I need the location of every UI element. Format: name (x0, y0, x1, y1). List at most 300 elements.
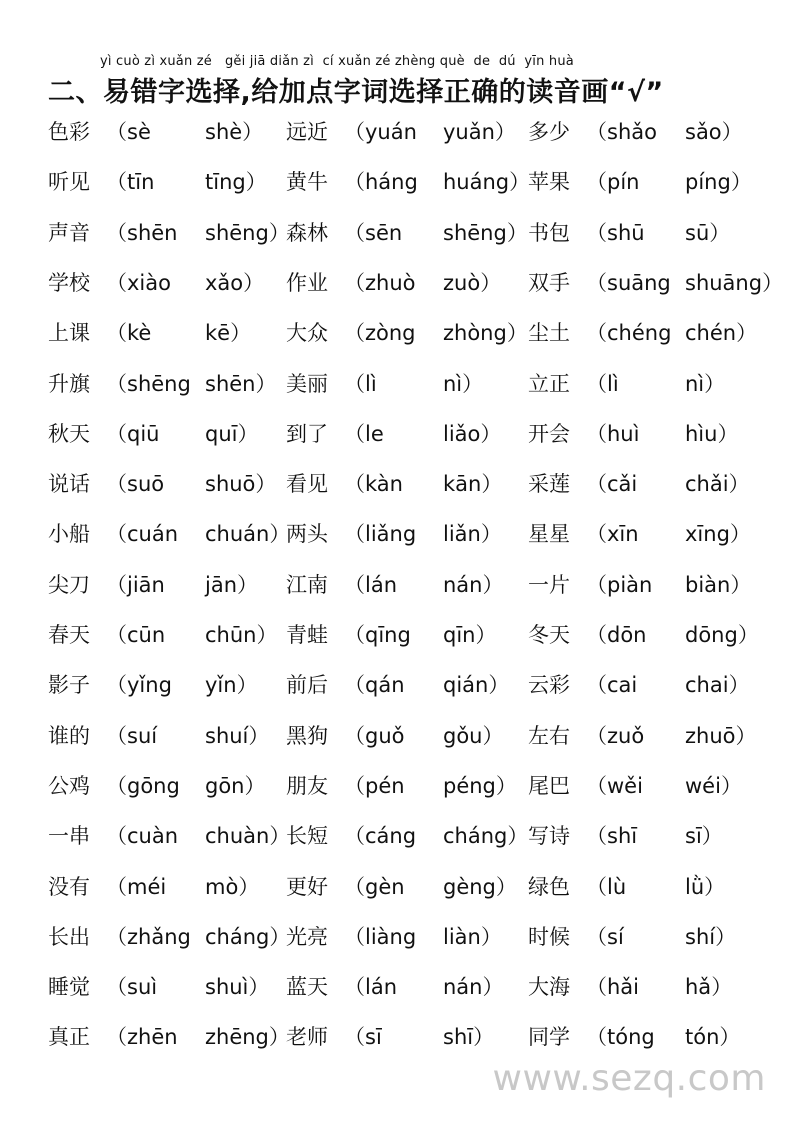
open-paren: （ (344, 975, 365, 1000)
chinese-word: 听见 (48, 170, 90, 195)
pinyin-option-b: gèng (443, 874, 496, 899)
exercise-row (48, 869, 768, 905)
exercise-item (48, 366, 276, 402)
close-paren: ） (268, 220, 290, 245)
pinyin-option-a: gèn (365, 874, 405, 899)
close-paren: ） (269, 522, 291, 547)
open-paren: （ (344, 723, 365, 748)
open-paren: （ (586, 723, 607, 748)
pinyin-option-b: mò (205, 874, 239, 899)
open-paren: （ (586, 220, 607, 245)
pinyin-option-a: guǒ (365, 723, 405, 748)
close-paren: ） (480, 270, 502, 295)
close-paren: ） (704, 371, 726, 396)
close-paren: ） (509, 170, 531, 195)
chinese-word: 多少 (528, 120, 570, 144)
pinyin-option-a: pén (365, 773, 405, 798)
pinyin-option-a: sí (607, 924, 624, 949)
open-paren: （ (106, 120, 127, 144)
chinese-word: 云彩 (528, 673, 570, 698)
open-paren: （ (344, 572, 365, 597)
open-paren: （ (586, 120, 607, 144)
pinyin-option-b: liǎo (443, 421, 481, 446)
pinyin-option-b: shēng (443, 220, 507, 245)
close-paren: ） (248, 975, 270, 1000)
pinyin-option-b: chuàn (205, 824, 270, 849)
open-paren: （ (344, 120, 365, 144)
pinyin-option-a: qiū (127, 421, 160, 446)
chinese-word: 尾巴 (528, 773, 570, 798)
open-paren: （ (586, 522, 607, 547)
exercise-item (48, 567, 258, 603)
exercise-item (528, 768, 742, 804)
exercise-item (528, 667, 750, 703)
pinyin-option-b: kān (443, 472, 482, 497)
exercise-row (48, 818, 768, 854)
pinyin-option-a: pín (607, 170, 640, 195)
chinese-word: 真正 (48, 1025, 90, 1050)
chinese-word: 前后 (286, 673, 328, 698)
open-paren: （ (586, 270, 607, 295)
pinyin-option-b: qián (443, 673, 489, 698)
open-paren: （ (106, 824, 127, 849)
open-paren: （ (586, 421, 607, 446)
chinese-word: 声音 (48, 220, 90, 245)
close-paren: ） (730, 572, 752, 597)
pinyin-option-b: kē (205, 321, 231, 346)
exercise-item (48, 215, 290, 251)
open-paren: （ (106, 220, 127, 245)
close-paren: ） (475, 623, 497, 647)
chinese-word: 蓝天 (286, 975, 328, 1000)
chinese-word: 学校 (48, 270, 90, 295)
exercise-row (48, 567, 768, 603)
pinyin-option-b: péng (443, 773, 496, 798)
close-paren: ） (715, 924, 737, 949)
site-watermark: www.sezq.com (492, 1058, 766, 1099)
chinese-word: 作业 (286, 270, 328, 295)
exercise-row (48, 667, 768, 703)
open-paren: （ (586, 572, 607, 597)
close-paren: ） (506, 220, 528, 245)
exercise-item (528, 516, 751, 552)
exercise-item (286, 366, 483, 402)
chinese-word: 左右 (528, 723, 570, 748)
close-paren: ） (762, 270, 784, 295)
pinyin-option-a: zòng (365, 321, 416, 346)
pinyin-option-b: nì (685, 371, 705, 396)
close-paren: ） (736, 321, 758, 346)
open-paren: （ (586, 824, 607, 849)
pinyin-option-a: cáng (365, 824, 417, 849)
chinese-word: 长短 (286, 824, 328, 849)
close-paren: ） (480, 924, 502, 949)
chinese-word: 绿色 (528, 874, 570, 899)
pinyin-option-b: shuō (205, 472, 256, 497)
close-paren: ） (728, 472, 750, 497)
chinese-word: 一片 (528, 572, 570, 597)
chinese-word: 双手 (528, 270, 570, 295)
chinese-word: 开会 (528, 421, 570, 446)
exercise-item (286, 567, 504, 603)
pinyin-option-a: kàn (365, 472, 403, 497)
close-paren: ） (480, 522, 502, 547)
close-paren: ） (506, 321, 528, 346)
title-pinyin: yì cuò zì xuǎn zé gěi jiā diǎn zì cí xuǎn zé zhèng què de dú yīn huà (100, 54, 574, 69)
exercise-item (286, 516, 502, 552)
close-paren: ） (721, 120, 743, 144)
exercise-item (286, 768, 517, 804)
pinyin-option-a: yǐng (127, 673, 172, 698)
chinese-word: 朋友 (286, 773, 328, 798)
exercise-row (48, 768, 768, 804)
pinyin-option-b: shuì (205, 975, 249, 1000)
exercise-row (48, 516, 768, 552)
pinyin-option-a: suō (127, 472, 165, 497)
chinese-word: 老师 (286, 1025, 328, 1050)
close-paren: ） (269, 924, 291, 949)
exercise-item (48, 466, 276, 502)
chinese-word: 更好 (286, 874, 328, 899)
close-paren: ） (242, 120, 264, 144)
chinese-word: 小船 (48, 522, 90, 547)
pinyin-option-a: cǎi (607, 472, 638, 497)
chinese-word: 江南 (286, 572, 328, 597)
open-paren: （ (344, 421, 365, 446)
pinyin-option-b: jān (205, 572, 238, 597)
open-paren: （ (106, 975, 127, 1000)
chinese-word: 升旗 (48, 371, 90, 396)
chinese-word: 秋天 (48, 421, 90, 446)
pinyin-option-a: cai (607, 673, 638, 698)
exercise-item (528, 818, 723, 854)
close-paren: ） (255, 371, 277, 396)
close-paren: ） (481, 472, 503, 497)
chinese-word: 黑狗 (286, 723, 328, 748)
close-paren: ） (482, 975, 504, 1000)
pinyin-option-a: tóng (607, 1025, 655, 1050)
pinyin-option-a: suāng (607, 270, 671, 295)
pinyin-option-b: nì (443, 371, 463, 396)
exercise-item (528, 114, 743, 150)
exercise-item (528, 1019, 740, 1055)
pinyin-option-a: shū (607, 220, 645, 245)
chinese-word: 长出 (48, 924, 90, 949)
chinese-word: 青蛙 (286, 623, 328, 647)
exercise-item (528, 265, 783, 301)
exercise-item (286, 315, 528, 351)
pinyin-option-a: huì (607, 421, 640, 446)
exercise-item (48, 667, 258, 703)
pinyin-option-a: cuán (127, 522, 179, 547)
open-paren: （ (106, 472, 127, 497)
exercise-item (286, 617, 496, 653)
pinyin-option-b: shēn (205, 371, 256, 396)
exercise-item (286, 416, 501, 452)
pinyin-option-a: cuàn (127, 824, 179, 849)
pinyin-option-a: zuǒ (607, 723, 645, 748)
pinyin-option-a: zhǎng (127, 924, 191, 949)
pinyin-option-b: shēng (205, 220, 269, 245)
exercise-item (48, 718, 269, 754)
close-paren: ） (701, 824, 723, 849)
exercise-item (286, 1019, 494, 1055)
chinese-word: 书包 (528, 220, 570, 245)
pinyin-option-b: shuí (205, 723, 249, 748)
pinyin-option-a: dōn (607, 623, 647, 647)
close-paren: ） (711, 975, 733, 1000)
pinyin-option-a: shēn (127, 220, 178, 245)
chinese-word: 色彩 (48, 120, 90, 144)
close-paren: ） (230, 321, 252, 346)
close-paren: ） (245, 170, 267, 195)
pinyin-option-a: wěi (607, 773, 643, 798)
exercise-item (528, 416, 738, 452)
open-paren: （ (586, 1025, 607, 1050)
pinyin-option-b: hǎ (685, 975, 712, 1000)
chinese-word: 美丽 (286, 371, 328, 396)
exercise-item (48, 265, 264, 301)
exercise-item (528, 215, 730, 251)
close-paren: ） (737, 623, 759, 647)
open-paren: （ (344, 623, 365, 647)
pinyin-option-a: liàng (365, 924, 417, 949)
exercise-item (48, 416, 258, 452)
exercise-item (528, 919, 736, 955)
chinese-word: 冬天 (528, 623, 570, 647)
close-paren: ） (719, 1025, 741, 1050)
pinyin-option-b: gǒu (443, 723, 483, 748)
open-paren: （ (586, 371, 607, 396)
pinyin-option-b: sǎo (685, 120, 722, 144)
pinyin-option-a: qīng (365, 623, 411, 647)
open-paren: （ (586, 623, 607, 647)
pinyin-option-b: zhuō (685, 723, 736, 748)
exercise-item (286, 164, 530, 200)
open-paren: （ (106, 924, 127, 949)
close-paren: ） (704, 874, 726, 899)
close-paren: ） (269, 824, 291, 849)
pinyin-option-b: chén (685, 321, 737, 346)
open-paren: （ (106, 321, 127, 346)
exercise-item (286, 818, 528, 854)
close-paren: ） (480, 421, 502, 446)
exercise-item (528, 718, 757, 754)
exercise-item (528, 366, 725, 402)
chinese-word: 星星 (528, 522, 570, 547)
pinyin-option-b: zhòng (443, 321, 507, 346)
open-paren: （ (586, 472, 607, 497)
pinyin-option-a: suì (127, 975, 158, 1000)
exercise-item (528, 869, 725, 905)
open-paren: （ (106, 1025, 127, 1050)
exercise-item (48, 315, 251, 351)
exercise-item (528, 567, 751, 603)
open-paren: （ (586, 170, 607, 195)
open-paren: （ (344, 522, 365, 547)
open-paren: （ (344, 673, 365, 698)
pinyin-option-b: qīn (443, 623, 476, 647)
open-paren: （ (344, 472, 365, 497)
close-paren: ） (495, 773, 517, 798)
pinyin-option-a: cūn (127, 623, 166, 647)
pinyin-option-b: yuǎn (443, 120, 495, 144)
open-paren: （ (344, 874, 365, 899)
pinyin-option-b: huáng (443, 170, 510, 195)
chinese-word: 写诗 (528, 824, 570, 849)
exercise-item (528, 315, 757, 351)
pinyin-option-a: tīn (127, 170, 155, 195)
chinese-word: 一串 (48, 824, 90, 849)
pinyin-option-b: chuán (205, 522, 270, 547)
pinyin-option-b: quī (205, 421, 238, 446)
exercise-item (48, 768, 266, 804)
pinyin-option-b: liǎn (443, 522, 481, 547)
open-paren: （ (106, 673, 127, 698)
pinyin-option-a: hǎi (607, 975, 640, 1000)
pinyin-option-b: shè (205, 120, 243, 144)
close-paren: ） (236, 673, 258, 698)
pinyin-option-a: háng (365, 170, 418, 195)
close-paren: ） (255, 472, 277, 497)
close-paren: ） (243, 270, 265, 295)
exercise-item (48, 1019, 290, 1055)
open-paren: （ (344, 1025, 365, 1050)
pinyin-option-b: gōn (205, 773, 245, 798)
pinyin-option-a: gōng (127, 773, 180, 798)
exercise-row (48, 919, 768, 955)
pinyin-option-b: dōng (685, 623, 738, 647)
pinyin-option-a: sī (365, 1025, 382, 1050)
exercise-row (48, 617, 768, 653)
open-paren: （ (106, 572, 127, 597)
pinyin-option-b: shī (443, 1025, 474, 1050)
close-paren: ） (244, 773, 266, 798)
chinese-word: 上课 (48, 321, 90, 346)
pinyin-option-a: lì (365, 371, 377, 396)
chinese-word: 同学 (528, 1025, 570, 1050)
open-paren: （ (344, 924, 365, 949)
chinese-word: 森林 (286, 220, 328, 245)
exercise-row (48, 265, 784, 301)
pinyin-option-b: píng (685, 170, 731, 195)
open-paren: （ (344, 220, 365, 245)
close-paren: ） (473, 1025, 495, 1050)
chinese-word: 春天 (48, 623, 90, 647)
pinyin-option-b: nán (443, 572, 483, 597)
open-paren: （ (106, 773, 127, 798)
pinyin-option-a: shǎo (607, 120, 657, 144)
open-paren: （ (344, 773, 365, 798)
pinyin-option-b: chai (685, 673, 729, 698)
close-paren: ） (237, 421, 259, 446)
open-paren: （ (586, 673, 607, 698)
exercise-item (286, 718, 504, 754)
open-paren: （ (344, 321, 365, 346)
chinese-word: 看见 (286, 472, 328, 497)
chinese-word: 立正 (528, 371, 570, 396)
open-paren: （ (586, 874, 607, 899)
exercise-row (48, 114, 768, 150)
pinyin-option-a: zhuò (365, 270, 416, 295)
pinyin-option-b: chǎi (685, 472, 729, 497)
open-paren: （ (106, 874, 127, 899)
close-paren: ） (462, 371, 484, 396)
section-title: 二、易错字选择,给加点字词选择正确的读音画“√” (48, 77, 664, 108)
pinyin-option-a: yuán (365, 120, 417, 144)
close-paren: ） (237, 572, 259, 597)
pinyin-option-b: cháng (205, 924, 270, 949)
exercise-item (286, 667, 509, 703)
pinyin-option-b: sī (685, 824, 702, 849)
chinese-word: 说话 (48, 472, 90, 497)
pinyin-option-b: liàn (443, 924, 481, 949)
pinyin-option-a: suí (127, 723, 158, 748)
pinyin-option-a: liǎng (365, 522, 417, 547)
pinyin-option-b: nán (443, 975, 483, 1000)
open-paren: （ (344, 371, 365, 396)
exercise-item (286, 114, 516, 150)
open-paren: （ (106, 723, 127, 748)
exercise-item (48, 617, 277, 653)
pinyin-option-a: kè (127, 321, 152, 346)
open-paren: （ (344, 270, 365, 295)
chinese-word: 影子 (48, 673, 90, 698)
chinese-word: 苹果 (528, 170, 570, 195)
exercise-item (528, 969, 732, 1005)
close-paren: ） (717, 421, 739, 446)
chinese-word: 公鸡 (48, 773, 90, 798)
pinyin-option-a: lù (607, 874, 627, 899)
pinyin-option-a: jiān (127, 572, 165, 597)
exercise-item (528, 466, 750, 502)
exercise-item (286, 869, 517, 905)
pinyin-option-a: qán (365, 673, 405, 698)
close-paren: ） (256, 623, 278, 647)
pinyin-option-b: zuò (443, 270, 481, 295)
open-paren: （ (106, 623, 127, 647)
chinese-word: 大众 (286, 321, 328, 346)
close-paren: ） (268, 1025, 290, 1050)
pinyin-option-b: lǜ (685, 874, 705, 899)
pinyin-option-b: tón (685, 1025, 720, 1050)
pinyin-option-a: sè (127, 120, 151, 144)
open-paren: （ (106, 371, 127, 396)
open-paren: （ (106, 170, 127, 195)
pinyin-option-b: chūn (205, 623, 257, 647)
close-paren: ） (735, 723, 757, 748)
pinyin-option-a: chéng (607, 321, 672, 346)
chinese-word: 两头 (286, 522, 328, 547)
close-paren: ） (728, 673, 750, 698)
pinyin-option-b: zhēng (205, 1025, 269, 1050)
exercise-item (528, 164, 752, 200)
chinese-word: 到了 (286, 421, 328, 446)
open-paren: （ (586, 975, 607, 1000)
pinyin-option-a: xīn (607, 522, 639, 547)
exercise-item (286, 919, 502, 955)
close-paren: ） (730, 170, 752, 195)
close-paren: ） (482, 572, 504, 597)
chinese-word: 尘土 (528, 321, 570, 346)
close-paren: ） (482, 723, 504, 748)
pinyin-option-a: shēng (127, 371, 191, 396)
exercise-item (48, 919, 290, 955)
open-paren: （ (106, 421, 127, 446)
chinese-word: 尖刀 (48, 572, 90, 597)
exercise-item (286, 466, 502, 502)
exercise-item (48, 516, 290, 552)
